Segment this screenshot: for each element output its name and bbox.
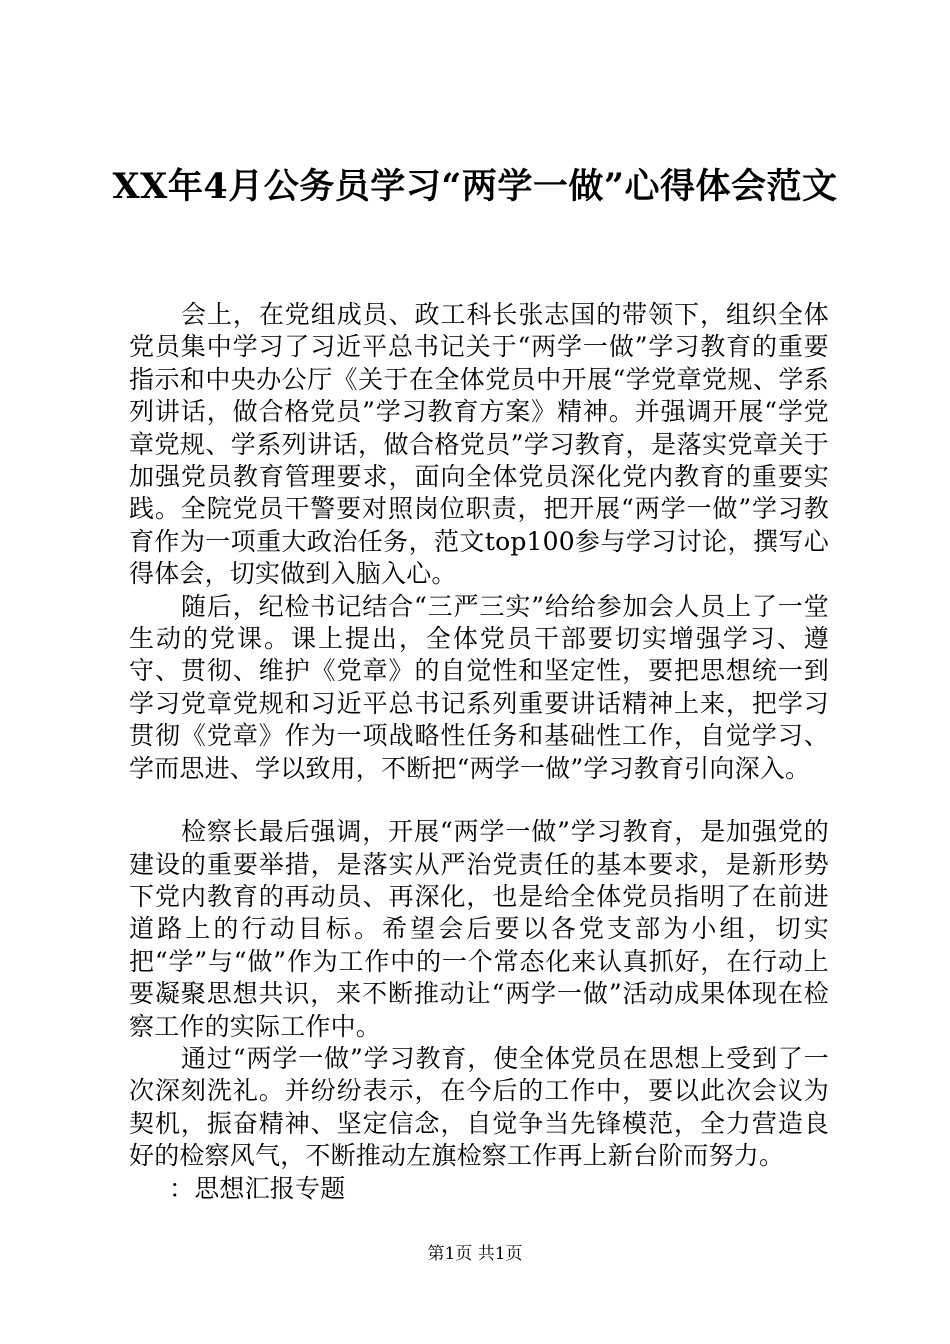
topic-line: ：思想汇报专题 xyxy=(169,1173,346,1203)
document-title: XX年4月公务员学习“两学一做”心得体会范文 xyxy=(112,166,838,207)
document-body xyxy=(129,299,829,1205)
page-footer: 第1页 共1页 xyxy=(427,1244,523,1264)
paragraph-conclusion: 通过“两学一做”学习教育，使全体党员在思想上受到了一次深刻洗礼。并纷纷表示，在今后的工作中，要以此次会议为契机，振奋精神、坚定信念，自觉争当先锋模范，全力营造良好的检察风气，不断推动左旗检察工作再上新台阶而努力。 xyxy=(129,1043,829,1171)
paragraph-meeting: 会上，在党组成员、政工科长张志国的带领下，组织全体党员集中学习了习近平总书记关于“两学一做”学习教育的重要指示和中央办公厅《关于在全体党员中开展“学党章党规、学系列讲话，做合格党员”学习教育方案》精神。并强调开展“学党章党规、学系列讲话，做合格党员”学习教育，是落实党章关于加强党员教育管理要求，面向全体党员深化党内教育的重要实践。全院党员干警要对照岗位职责，把开展“两学一做”学习教育作为一项重大政治任务，范文top100参与学习讨论，撰写心得体会，切实做到入脑入心。 xyxy=(129,300,829,589)
paragraph-prosecutor-remarks: 检察长最后强调，开展“两学一做”学习教育，是加强党的建设的重要举措，是落实从严治党责任的基本要求，是新形势下党内教育的再动员、再深化，也是给全体党员指明了在前进道路上的行动目标。希望会后要以各党支部为小组，切实把“学”与“做”作为工作中的一个常态化来认真抓好，在行动上要凝聚思想共识，来不断推动让“两学一做”活动成果体现在检察工作的实际工作中。 xyxy=(129,817,829,1041)
paragraph-party-lesson: 随后，纪检书记结合“三严三实”给给参加会人员上了一堂生动的党课。课上提出，全体党员干部要切实增强学习、遵守、贯彻、维护《党章》的自觉性和坚定性，要把思想统一到学习党章党规和习近平总书记系列重要讲话精神上来，把学习贯彻《党章》作为一项战略性任务和基础性工作，自觉学习、学而思进、学以致用，不断把“两学一做”学习教育引向深入。 xyxy=(129,591,829,783)
